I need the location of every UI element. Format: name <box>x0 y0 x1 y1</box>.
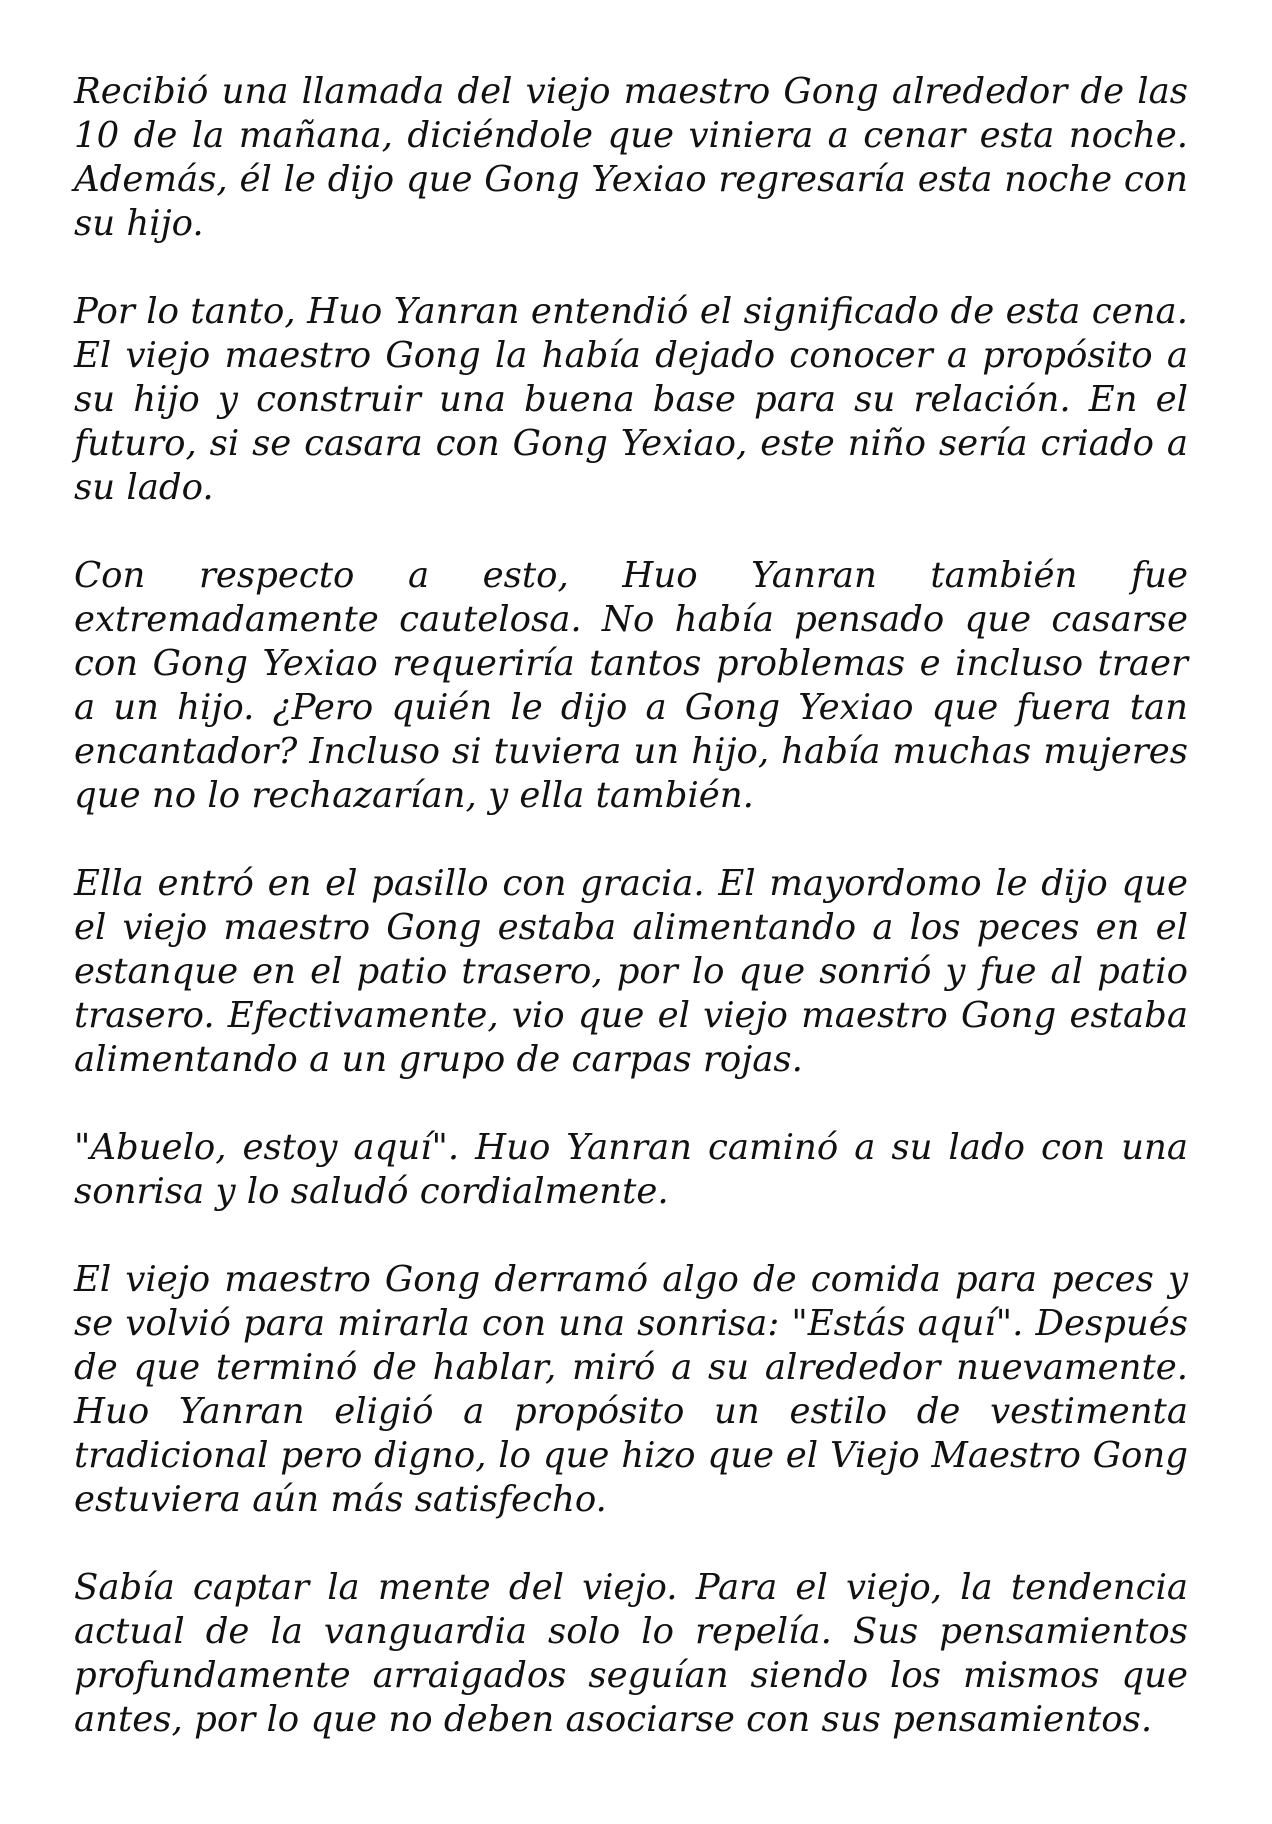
paragraph: Con respecto a esto, Huo Yanran también fue extremadamente cautelosa. No había pensado que casarse con Gong Yexiao requeriría tantos problemas e incluso traer a un hijo. ¿Pero quién le dijo a Gong Yexiao que fuera tan encantador? Incluso si tuviera un hijo, había muchas mujeres que no lo rechazarían, y ella también. <box>74 555 1188 816</box>
paragraph: Ella entró en el pasillo con gracia. El mayordomo le dijo que el viejo maestro Gong estaba alimentando a los peces en el estanque en el patio trasero, por lo que sonrió y fue al patio trasero. Efectivamente, vio que el viejo maestro Gong estaba alimentando a un grupo de carpas rojas. <box>74 863 1188 1080</box>
paragraph: Sabía captar la mente del viejo. Para el viejo, la tendencia actual de la vanguardia solo lo repelía. Sus pensamientos profundamente arraigados seguían siendo los mismos que antes, por lo que no deben asociarse con sus pensamientos. <box>74 1567 1188 1740</box>
document-page <box>74 70 1188 1742</box>
paragraph: Recibió una llamada del viejo maestro Gong alrededor de las 10 de la mañana, diciéndole que viniera a cenar esta noche. Además, él le dijo que Gong Yexiao regresaría esta noche con su hijo. <box>74 71 1188 244</box>
paragraph: El viejo maestro Gong derramó algo de comida para peces y se volvió para mirarla con una sonrisa: "Estás aquí". Después de que terminó de hablar, miró a su alrededor nuevamente. Huo Yanran eligió a propósito un estilo de vestimenta tradicional pero digno, lo que hizo que el Viejo Maestro Gong estuviera aún más satisfecho. <box>74 1259 1188 1520</box>
paragraph: "Abuelo, estoy aquí". Huo Yanran caminó a su lado con una sonrisa y lo saludó cordialmente. <box>74 1127 1188 1212</box>
paragraph: Por lo tanto, Huo Yanran entendió el significado de esta cena. El viejo maestro Gong la había dejado conocer a propósito a su hijo y construir una buena base para su relación. En el futuro, si se casara con Gong Yexiao, este niño sería criado a su lado. <box>74 291 1188 508</box>
